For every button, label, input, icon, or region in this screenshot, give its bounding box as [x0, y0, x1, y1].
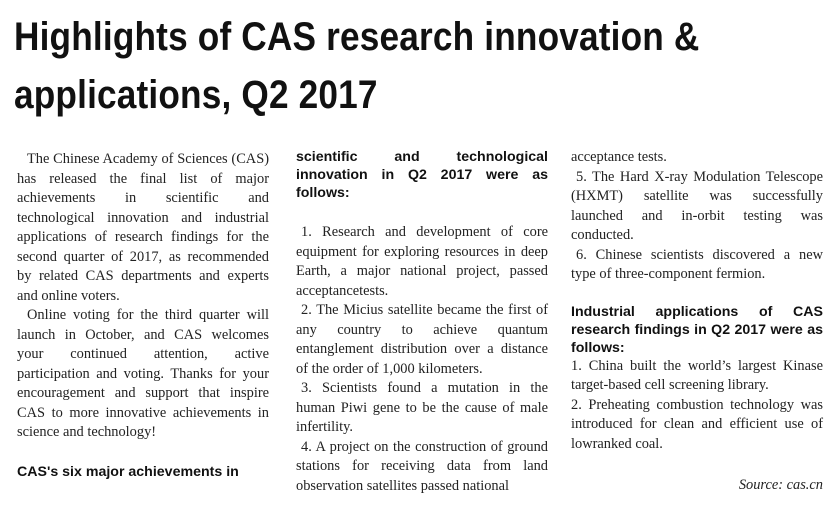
achievements-heading-start: CAS's six major achievements in	[17, 463, 239, 480]
achievement-item: 6. Chinese scientists discovered a new type of three-component fermion.	[571, 246, 823, 282]
application-item: 1. China built the world’s largest Kinase target-based cell screening library.	[571, 357, 823, 393]
source-credit: Source: cas.cn	[738, 477, 823, 493]
achievement-item-continued: acceptance tests.	[571, 149, 667, 165]
achievement-item: 5. The Hard X-ray Modulation Telescope (HXMT) satellite was successfully launched and in-orbit testing was conducted.	[571, 168, 823, 243]
achievement-item: 3. Scientists found a mutation in the human Piwi gene to be the cause of male infertility.	[296, 380, 548, 435]
article-title: Highlights of CAS research innovation & applications, Q2 2017	[14, 15, 700, 117]
column-3	[571, 148, 823, 496]
achievement-item: 4. A project on the construction of ground stations for receiving data from land observation satellites passed national	[296, 438, 548, 494]
column-2	[296, 148, 548, 496]
column-1	[17, 150, 269, 481]
achievement-item: 1. Research and development of core equipment for exploring resources in deep Earth, a major national project, passed acceptancetests.	[296, 224, 548, 299]
application-item: 2. Preheating combustion technology was introduced for clean and efficient use of lowranked coal.	[571, 396, 823, 452]
achievement-item: 2. The Micius satellite became the first of any country to achieve quantum entanglement distribution over a distance of the order of 1,000 kilometers.	[296, 302, 548, 377]
intro-paragraph: The Chinese Academy of Sciences (CAS) has released the final list of major achievements in scientific and technological innovation and industrial applications of research findings for the second quarter of 2017, as recommended by related CAS departments and experts and online voters.	[17, 151, 269, 304]
applications-heading: Industrial applications of CAS research findings in Q2 2017 were as follows:	[571, 303, 823, 356]
achievements-heading-end: scientific and technological innovation in Q2 2017 were as follows:	[296, 149, 548, 201]
voting-paragraph: Online voting for the third quarter will launch in October, and CAS welcomes your continued attention, active participation and voting. Thanks for your encouragement and support that inspire CAS to more innovative achievements in science and technology!	[17, 307, 269, 440]
